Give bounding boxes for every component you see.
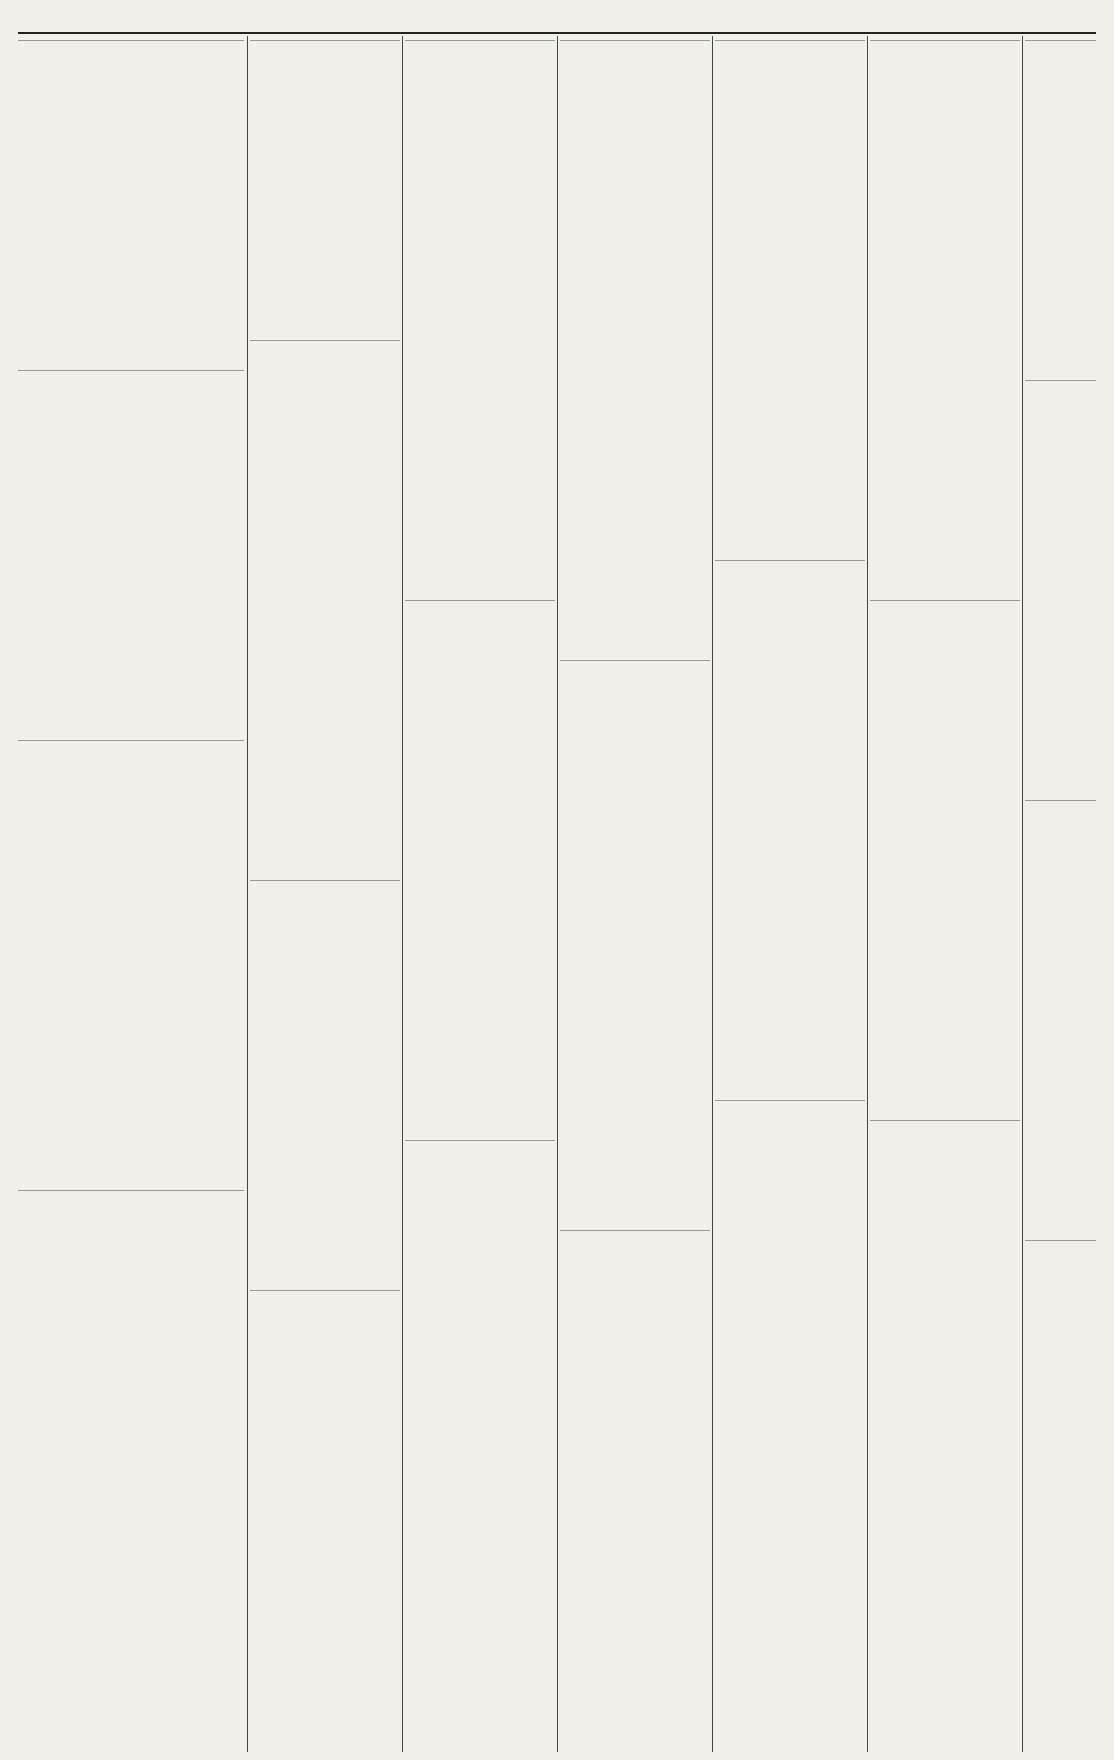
article-block (560, 1230, 710, 1747)
article-text (250, 885, 400, 889)
article-text (405, 45, 555, 49)
article-block (1025, 800, 1096, 1237)
article-text (560, 1235, 710, 1239)
article-text (1025, 45, 1096, 49)
article-text (18, 375, 244, 379)
article-text (1025, 1245, 1096, 1249)
article-text (18, 45, 244, 49)
article-text (560, 665, 710, 669)
article-block (870, 1120, 1020, 1747)
article-text (560, 45, 710, 49)
column-rule (867, 36, 868, 1752)
article-text (1025, 385, 1096, 389)
column-rule (557, 36, 558, 1752)
article-block (250, 1290, 400, 1747)
article-block (405, 600, 555, 1137)
column-rule (1022, 36, 1023, 1752)
article-block (18, 40, 244, 367)
masthead (18, 8, 1096, 34)
article-block (405, 1140, 555, 1747)
article-block (250, 40, 400, 337)
column-7 (1025, 40, 1096, 1750)
article-block (1025, 40, 1096, 377)
article-text (250, 45, 400, 49)
article-block (250, 880, 400, 1287)
article-block (870, 600, 1020, 1117)
column-4 (560, 40, 710, 1750)
article-text (715, 1105, 865, 1109)
article-text (715, 45, 865, 49)
article-text (870, 45, 1020, 49)
article-text (715, 565, 865, 569)
column-3 (405, 40, 555, 1750)
article-text (870, 605, 1020, 609)
article-text (405, 1145, 555, 1149)
article-block (715, 1100, 865, 1747)
article-block (1025, 380, 1096, 797)
article-block (715, 560, 865, 1097)
article-block (1025, 1240, 1096, 1747)
article-text (1025, 805, 1096, 809)
column-1 (18, 40, 244, 1750)
article-block (560, 40, 710, 657)
article-block (18, 1190, 244, 1747)
column-6 (870, 40, 1020, 1750)
article-block (560, 660, 710, 1227)
article-block (250, 340, 400, 877)
article-block (405, 40, 555, 597)
article-text (18, 1195, 244, 1199)
article-text (405, 605, 555, 609)
article-block (870, 40, 1020, 597)
article-text (18, 745, 244, 749)
article-block (18, 740, 244, 1187)
article-block (715, 40, 865, 557)
article-text (250, 1295, 400, 1299)
column-5 (715, 40, 865, 1750)
article-text (870, 1125, 1020, 1129)
column-rule (247, 36, 248, 1752)
column-2 (250, 40, 400, 1750)
column-rule (402, 36, 403, 1752)
column-rule (712, 36, 713, 1752)
article-block (18, 370, 244, 737)
article-text (250, 345, 400, 349)
